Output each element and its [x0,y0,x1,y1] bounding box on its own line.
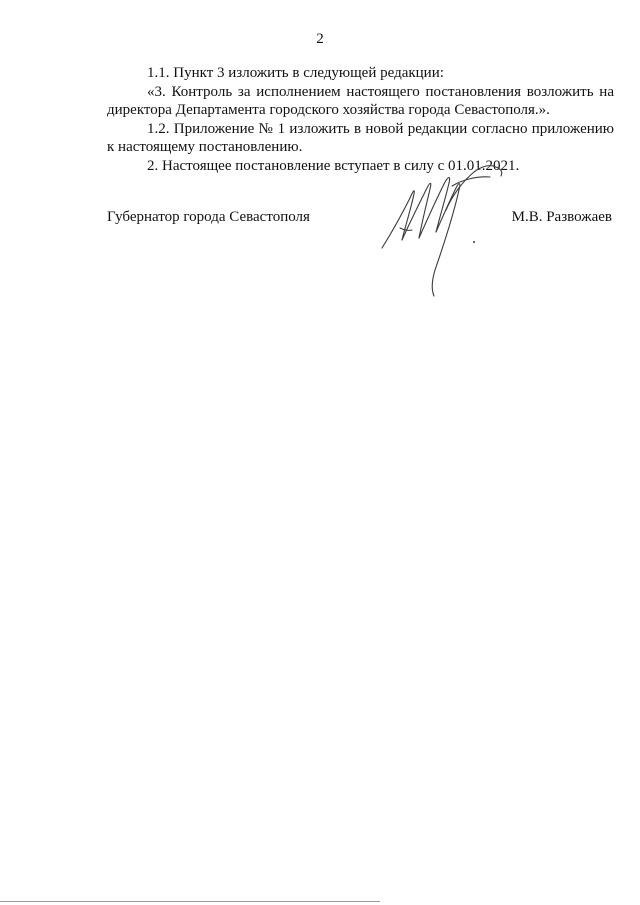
document-body [107,64,614,175]
page-number: 2 [316,31,324,47]
signatory-position: Губернатор города Севастополя [107,209,310,225]
scan-edge-line [0,901,380,902]
handwritten-signature [380,158,505,303]
paragraph-item-3-quote: «3. Контроль за исполнением настоящего постановления возложить на директора Департамента городского хозяйства города Севастополя.». [107,83,614,118]
scan-dot [473,241,475,243]
paragraph-item-2: 2. Настоящее постановление вступает в силу с 01.01.2021. [147,157,520,174]
signatory-name: М.В. Развожаев [511,209,612,225]
paragraph-item-1-1: 1.1. Пункт 3 изложить в следующей редакции: [147,65,444,81]
paragraph-item-1-2: 1.2. Приложение № 1 изложить в новой редакции согласно приложению к настоящему постановлению. [107,120,614,155]
